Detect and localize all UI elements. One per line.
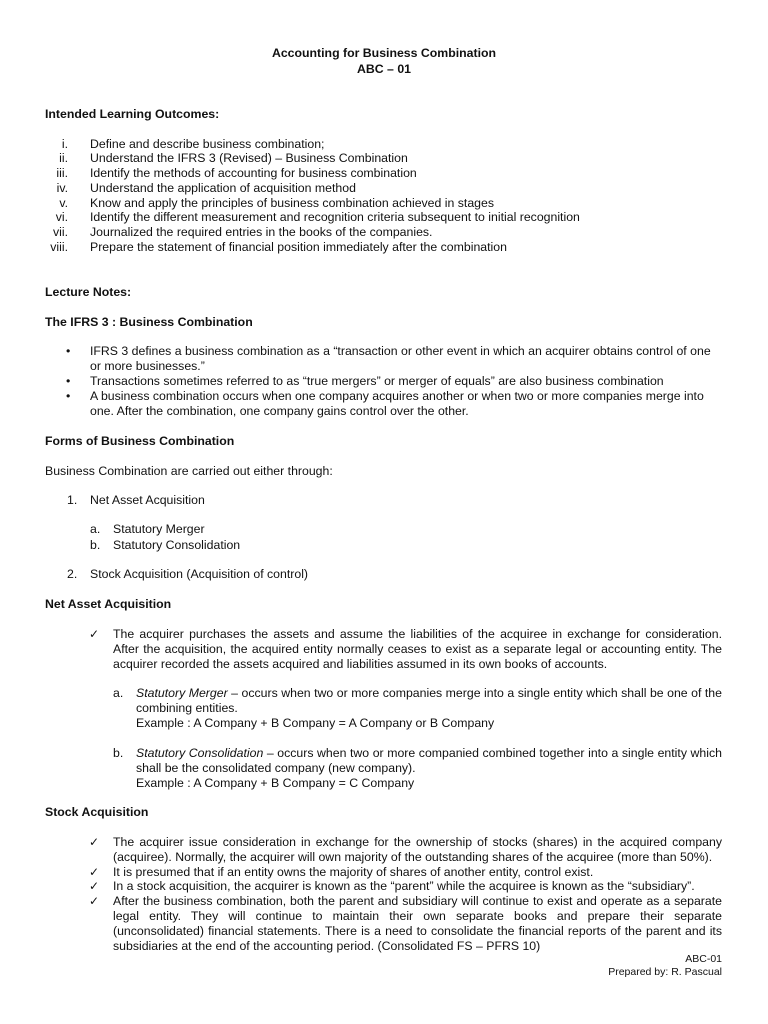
ifrs-bullet: IFRS 3 defines a business combination as a “transaction or other event in which an acquirer obtains control of one or more businesses.” bbox=[90, 344, 711, 373]
list-number: 2. bbox=[67, 567, 78, 581]
list-letter: a. bbox=[113, 686, 124, 700]
footer-code: ABC-01 bbox=[685, 953, 722, 965]
forms-item: Net Asset Acquisition bbox=[90, 493, 205, 507]
forms-item: Stock Acquisition (Acquisition of control) bbox=[90, 567, 309, 581]
ilo-item: Prepare the statement of financial position immediately after the combination bbox=[90, 240, 507, 254]
ifrs-bullet: A business combination occurs when one company acquires another or when two or more companies merge into one. After the combination, one company gains control over the other. bbox=[90, 389, 704, 418]
bullet-marker: • bbox=[66, 389, 71, 403]
ifrs-heading: The IFRS 3 : Business Combination bbox=[45, 315, 253, 329]
ilo-number: viii. bbox=[50, 240, 68, 254]
ilo-number: iii. bbox=[56, 166, 68, 180]
stock-item: In a stock acquisition, the acquirer is known as the “parent” while the acquiree is known as the “subsidiary”. bbox=[113, 879, 695, 893]
bullet-marker: • bbox=[66, 344, 71, 358]
forms-subitem: Statutory Consolidation bbox=[113, 538, 241, 552]
ilo-item: Understand the application of acquisition method bbox=[90, 181, 356, 195]
stock-item: The acquirer issue consideration in exchange for the ownership of stocks (shares) in the acquired company (acquiree). Normally, the acquirer will own majority of the outstanding shares of the acquiree (more than 50%). bbox=[113, 835, 722, 864]
list-letter: b. bbox=[90, 538, 101, 552]
footer-prepared-by: Prepared by: R. Pascual bbox=[608, 966, 722, 978]
document-code: ABC – 01 bbox=[357, 62, 411, 76]
list-letter: b. bbox=[113, 746, 124, 760]
stock-item: It is presumed that if an entity owns the majority of shares of another entity, control exist. bbox=[113, 865, 594, 879]
ilo-item: Know and apply the principles of business combination achieved in stages bbox=[90, 196, 494, 210]
ifrs-bullet: Transactions sometimes referred to as “true mergers” or merger of equals” are also business combination bbox=[90, 374, 664, 388]
check-icon: ✓ bbox=[89, 865, 100, 879]
forms-intro: Business Combination are carried out either through: bbox=[45, 464, 333, 478]
ilo-item: Define and describe business combination; bbox=[90, 137, 325, 151]
example-line: Example : A Company + B Company = C Company bbox=[136, 776, 415, 790]
term: Statutory Consolidation bbox=[136, 746, 264, 760]
stock-item: After the business combination, both the parent and subsidiary will continue to exist and operate as a separate legal entity. They will continue to maintain their own separate books and prepare their separate (unconsolidated) financial statements. There is a need to consolidate the financial reports of the parent and its subsidiaries at the end of the accounting period. (Consolidated FS – PFRS 10) bbox=[113, 894, 722, 953]
ilo-number: vi. bbox=[55, 210, 68, 224]
ilo-number: vii. bbox=[52, 225, 68, 239]
statutory-consolidation-definition bbox=[136, 746, 722, 776]
stock-acquisition-heading: Stock Acquisition bbox=[45, 805, 149, 819]
ilo-item: Identify the methods of accounting for business combination bbox=[90, 166, 417, 180]
ilo-heading: Intended Learning Outcomes: bbox=[45, 107, 220, 121]
definition: – occurs when two or more companied combined together into a single entity which shall be the consolidated company (new company). bbox=[136, 746, 722, 775]
statutory-merger-definition bbox=[136, 686, 722, 716]
document-title: Accounting for Business Combination bbox=[271, 46, 497, 60]
ilo-item: Journalized the required entries in the books of the companies. bbox=[90, 225, 433, 239]
check-icon: ✓ bbox=[89, 879, 100, 893]
net-asset-paragraph: The acquirer purchases the assets and assume the liabilities of the acquiree in exchange for consideration. After the acquisition, the acquired entity normally ceases to exist as a separate legal or accounting entity. The acquirer recorded the assets acquired and liabilities assumed in its own books of accounts. bbox=[113, 627, 722, 671]
definition: – occurs when two or more companies merge into a single entity which shall be one of the combining entities. bbox=[136, 686, 722, 715]
bullet-marker: • bbox=[66, 374, 71, 388]
example-line: Example : A Company + B Company = A Company or B Company bbox=[136, 716, 495, 730]
ilo-item: Identify the different measurement and recognition criteria subsequent to initial recognition bbox=[90, 210, 580, 224]
ilo-number: i. bbox=[61, 137, 68, 151]
check-icon: ✓ bbox=[89, 835, 100, 849]
ilo-number: ii. bbox=[59, 151, 68, 165]
ilo-number: v. bbox=[59, 196, 68, 210]
footer bbox=[608, 953, 722, 979]
check-icon: ✓ bbox=[89, 894, 100, 908]
list-letter: a. bbox=[90, 522, 101, 536]
forms-subitem: Statutory Merger bbox=[113, 522, 205, 536]
ilo-number: iv. bbox=[56, 181, 68, 195]
list-number: 1. bbox=[67, 493, 78, 507]
lecture-notes-heading: Lecture Notes: bbox=[45, 285, 132, 299]
check-icon: ✓ bbox=[89, 627, 100, 641]
term: Statutory Merger bbox=[136, 686, 228, 700]
ilo-item: Understand the IFRS 3 (Revised) – Business Combination bbox=[90, 151, 408, 165]
net-asset-heading: Net Asset Acquisition bbox=[45, 597, 172, 611]
forms-heading: Forms of Business Combination bbox=[45, 434, 235, 448]
